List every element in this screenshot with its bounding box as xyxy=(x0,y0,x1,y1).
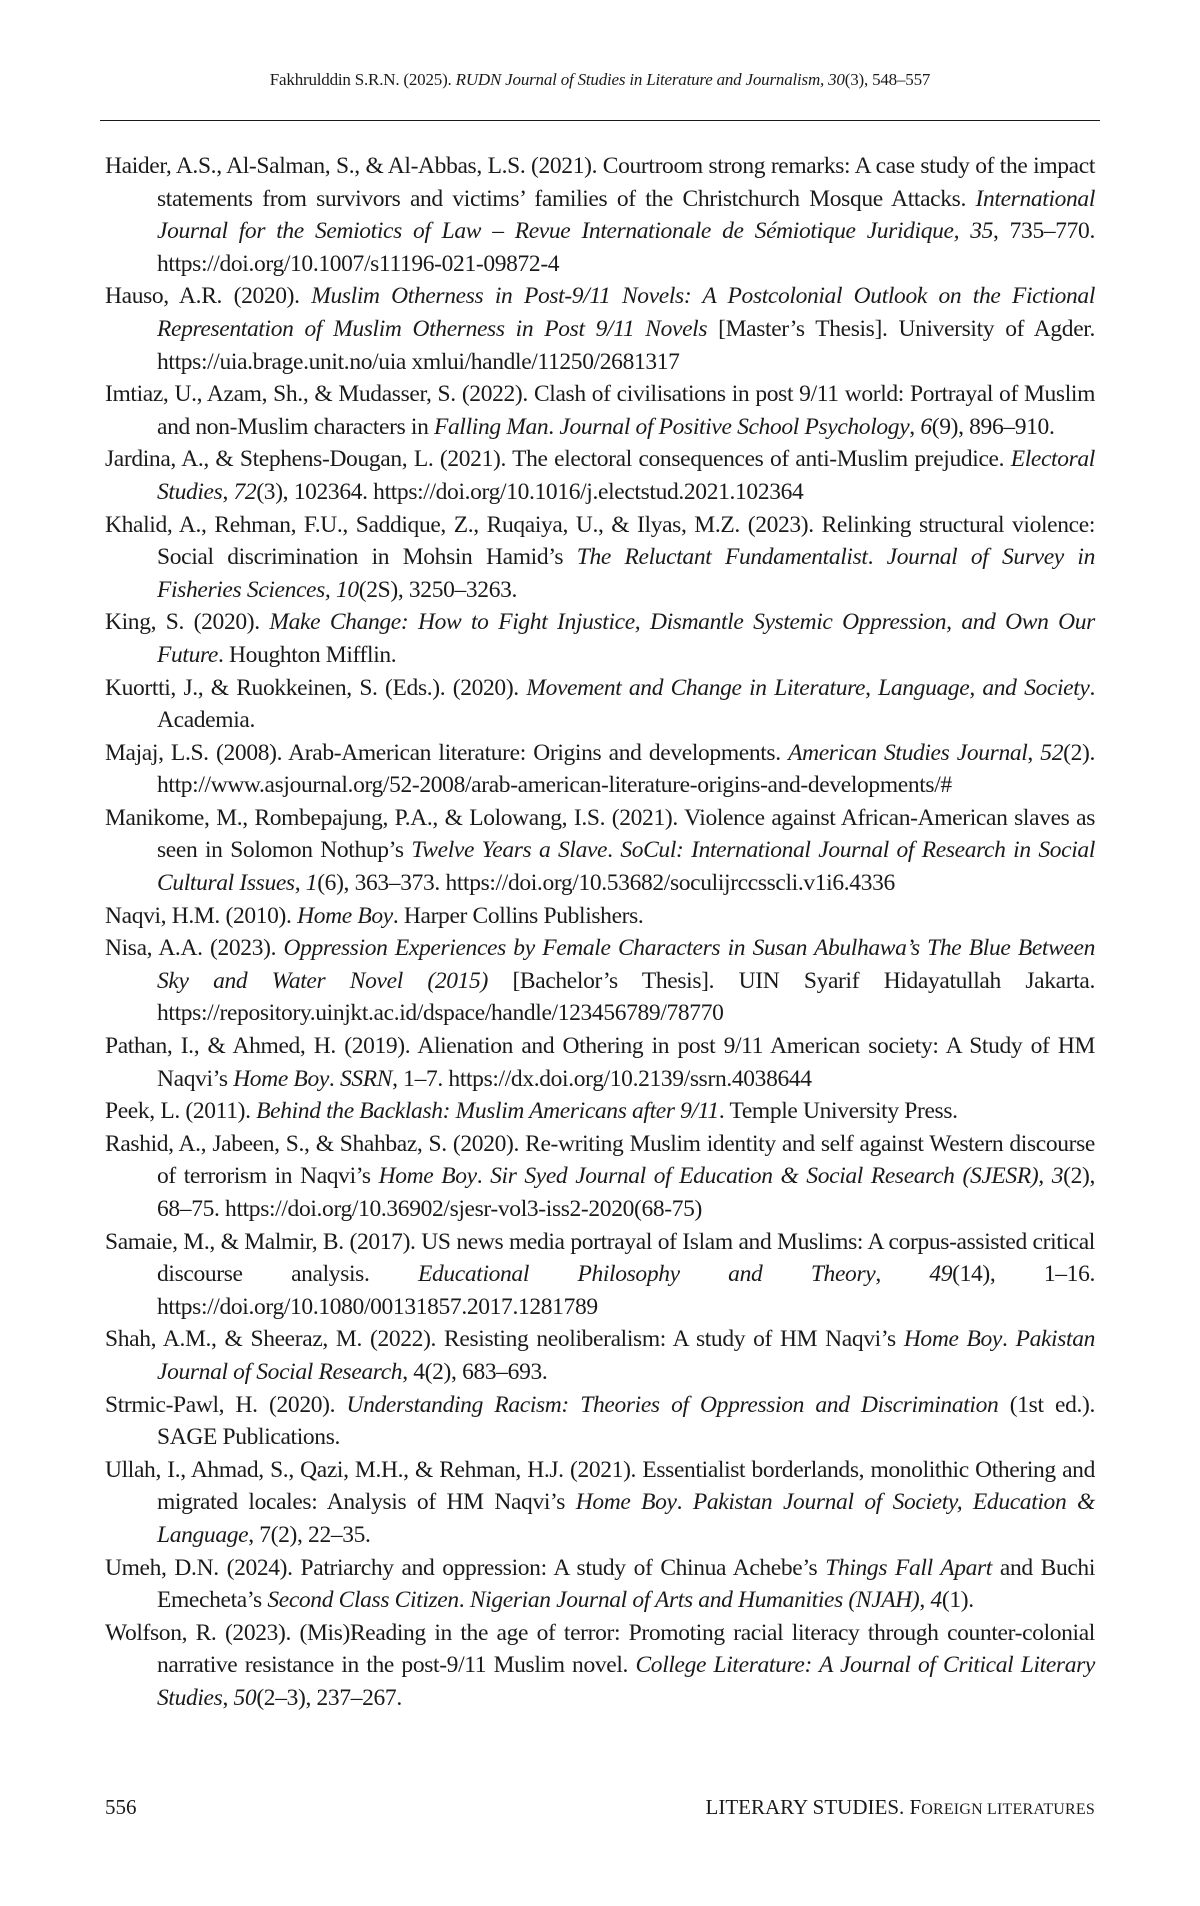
reference-entry xyxy=(105,932,1095,1030)
reference-text-segment: . xyxy=(476,1163,491,1190)
reference-text-segment: , 735–770. https://doi.org/10.1007/s11196-021-09872-4 xyxy=(157,218,1095,277)
reference-entry xyxy=(105,1552,1095,1617)
reference-text-segment: , 7(2), 22–35. xyxy=(248,1521,371,1548)
reference-text-segment: (2), 68–75. https://doi.org/10.36902/sjesr-vol3-iss2-2020(68-75) xyxy=(157,1163,1095,1222)
running-head-journal: RUDN Journal of Studies in Literature and Journalism, 30 xyxy=(455,70,845,89)
reference-text-segment: Pathan, I., & Ahmed, H. (2019). Alienation and Othering in post 9/11 American society: A Study of HM Naqvi’s xyxy=(105,1033,1095,1092)
reference-italic-segment: Pakistan Journal of Society, Education & Language xyxy=(157,1489,1095,1548)
reference-entry xyxy=(105,1389,1095,1454)
reference-text-segment: , xyxy=(222,1684,234,1711)
reference-entry xyxy=(105,509,1095,607)
reference-entry xyxy=(105,900,1095,933)
reference-text-segment: . xyxy=(867,544,887,571)
reference-text-segment: Haider, A.S., Al-Salman, S., & Al-Abbas, L.S. (2021). Courtroom strong remarks: A case study of the impact statements from survivors and victims’ families of the Christchurch Mosque Attacks. xyxy=(105,153,1095,212)
reference-italic-segment: 52 xyxy=(1040,739,1064,766)
reference-text-segment: Manikome, M., Rombepajung, P.A., & Lolowang, I.S. (2021). Violence against African-American slaves as seen in Solomon Nothup’s xyxy=(105,804,1095,864)
reference-text-segment: , xyxy=(1027,739,1041,766)
reference-text-segment: Samaie, M., & Malmir, B. (2017). US news media portrayal of Islam and Muslims: A corpus-assisted critical discourse analysis. xyxy=(105,1228,1095,1288)
reference-italic-segment: Things Fall Apart xyxy=(825,1554,992,1581)
reference-text-segment: . Harper Collins Publishers. xyxy=(392,902,644,929)
reference-list xyxy=(105,150,1095,1715)
reference-text-segment: , xyxy=(919,1587,931,1614)
reference-italic-segment: The Reluctant Fundamentalist xyxy=(576,544,868,571)
reference-text-segment: Naqvi, H.M. (2010). xyxy=(105,902,298,929)
reference-italic-segment: Second Class Citizen xyxy=(267,1587,459,1614)
reference-italic-segment: SSRN xyxy=(339,1065,393,1092)
reference-text-segment: (14), 1–16. https://doi.org/10.1080/00131857.2017.1281789 xyxy=(157,1261,1096,1320)
reference-text-segment: Jardina, A., & Stephens-Dougan, L. (2021). The electoral consequences of anti-Muslim prejudice. xyxy=(105,446,1011,473)
reference-text-segment: . Temple University Press. xyxy=(718,1098,958,1125)
running-head-citation: Fakhrulddin S.R.N. (2025). xyxy=(269,70,456,89)
reference-text-segment: (1st ed.). SAGE Publications. xyxy=(157,1391,1096,1451)
reference-text-segment: (2S), 3250–3263. xyxy=(358,576,518,603)
reference-text-segment: King, S. (2020). xyxy=(105,609,270,636)
reference-italic-segment: Twelve Years a Slave xyxy=(411,837,608,864)
page-number: 556 xyxy=(105,1795,137,1819)
reference-italic-segment: SoCul: International Journal of Research in Social Cultural Issues xyxy=(157,837,1096,897)
reference-italic-segment: American Studies Journal xyxy=(788,739,1028,766)
reference-entry xyxy=(105,606,1095,671)
reference-text-segment: Umeh, D.N. (2024). Patriarchy and oppression: A study of Chinua Achebe’s xyxy=(105,1554,826,1581)
reference-text-segment: Strmic-Pawl, H. (2020). xyxy=(105,1391,347,1418)
reference-entry xyxy=(105,1128,1095,1226)
reference-text-segment: (6), 363–373. https://doi.org/10.53682/soculijrccsscli.v1i6.4336 xyxy=(317,870,895,897)
reference-italic-segment: Journal of Survey in Fisheries Sciences, 10 xyxy=(157,544,1095,603)
reference-text-segment: . Academia. xyxy=(157,674,1095,734)
reference-italic-segment: Make Change: How to Fight Injustice, Dismantle Systemic Oppression, and Own Our Future xyxy=(157,609,1095,668)
reference-text-segment: Shah, A.M., & Sheeraz, M. (2022). Resisting neoliberalism: A study of HM Naqvi’s xyxy=(105,1326,904,1353)
reference-text-segment: , xyxy=(222,478,234,505)
reference-text-segment: , 1–7. https://dx.doi.org/10.2139/ssrn.4038644 xyxy=(392,1065,812,1092)
reference-text-segment: , xyxy=(909,413,921,440)
reference-text-segment: . xyxy=(607,837,621,864)
reference-text-segment: Rashid, A., Jabeen, S., & Shahbaz, S. (2020). Re-writing Muslim identity and self against Western discourse of terrorism in Naqvi’s xyxy=(105,1130,1095,1190)
reference-text-segment: Khalid, A., Rehman, F.U., Saddique, Z., Ruqaiya, U., & Ilyas, M.Z. (2023). Relinking structural violence: Social discrimination in Mohsin Hamid’s xyxy=(105,511,1095,571)
reference-text-segment: . xyxy=(676,1489,693,1516)
reference-entry xyxy=(105,1454,1095,1552)
reference-italic-segment: Understanding Racism: Theories of Oppression and Discrimination xyxy=(346,1391,999,1418)
reference-text-segment: Kuortti, J., & Ruokkeinen, S. (Eds.). (2020). xyxy=(105,674,527,701)
reference-entry xyxy=(105,378,1095,443)
reference-text-segment: (2). http://www.asjournal.org/52-2008/arab-american-literature-origins-and-developments/# xyxy=(157,739,1095,799)
reference-text-segment: [Master’s Thesis]. University of Agder. https://uia.brage.unit.no/uia xmlui/handle/11250/2681317 xyxy=(157,315,1095,375)
reference-italic-segment: College Literature: A Journal of Critical Literary Studies xyxy=(157,1652,1095,1711)
reference-text-segment: (3), 102364. https://doi.org/10.1016/j.electstud.2021.102364 xyxy=(256,478,804,505)
reference-text-segment: Nisa, A.A. (2023). xyxy=(105,935,284,962)
reference-text-segment: [Bachelor’s Thesis]. UIN Syarif Hidayatullah Jakarta. https://repository.uinjkt.ac.id/dspace/handle/123456789/78770 xyxy=(157,967,1096,1027)
reference-text-segment: (1). xyxy=(941,1587,974,1614)
reference-entry xyxy=(105,150,1095,280)
reference-entry xyxy=(105,1323,1095,1388)
reference-entry xyxy=(105,443,1095,508)
reference-text-segment: Hauso, A.R. (2020). xyxy=(105,283,312,310)
section-title-smallcaps: OREIGN LITERATURES xyxy=(921,1801,1095,1818)
reference-text-segment: , xyxy=(294,870,306,897)
reference-italic-segment: Falling Man xyxy=(434,413,549,440)
reference-italic-segment: Educational Philosophy and Theory xyxy=(417,1261,876,1288)
running-head-issue: (3), 548–557 xyxy=(844,70,931,89)
reference-italic-segment: 50 xyxy=(233,1684,257,1711)
reference-italic-segment: Movement and Change in Literature, Language, and Society xyxy=(526,674,1090,701)
reference-italic-segment: Nigerian Journal of Arts and Humanities (NJAH) xyxy=(469,1587,920,1614)
reference-italic-segment: Home Boy xyxy=(233,1065,329,1092)
reference-text-segment: (9), 896–910. xyxy=(931,413,1055,440)
reference-italic-segment: Sir Syed Journal of Education & Social Research (SJESR), 3 xyxy=(490,1163,1064,1190)
reference-italic-segment: 49 xyxy=(929,1261,953,1288)
reference-text-segment: . xyxy=(548,413,560,440)
reference-entry xyxy=(105,802,1095,900)
reference-text-segment: . Houghton Mifflin. xyxy=(218,641,397,668)
reference-text-segment: (2–3), 237–267. xyxy=(256,1684,402,1711)
reference-text-segment: Wolfson, R. (2023). (Mis)Reading in the age of terror: Promoting racial literacy through counter-colonial narrative resistance in the post-9/11 Muslim novel. xyxy=(105,1619,1095,1679)
reference-italic-segment: Home Boy xyxy=(575,1489,677,1516)
reference-text-segment: Majaj, L.S. (2008). Arab-American literature: Origins and developments. xyxy=(105,739,789,766)
reference-entry xyxy=(105,737,1095,802)
reference-text-segment: . xyxy=(1002,1326,1016,1353)
reference-italic-segment: Electoral Studies xyxy=(157,446,1095,505)
reference-text-segment: , 4(2), 683–693. xyxy=(402,1358,548,1385)
reference-italic-segment: Muslim Otherness in Post-9/11 Novels: A Postcolonial Outlook on the Fictional Representation of Muslim Otherness in Post 9/11 Novels xyxy=(157,283,1096,342)
reference-italic-segment: Journal of Positive School Psychology xyxy=(559,413,910,440)
reference-italic-segment: Behind the Backlash: Muslim Americans after 9/11 xyxy=(256,1098,719,1125)
reference-entry xyxy=(105,1617,1095,1715)
reference-italic-segment: Pakistan Journal of Social Research xyxy=(157,1326,1096,1385)
reference-italic-segment: 4 xyxy=(930,1587,942,1614)
reference-italic-segment: 1 xyxy=(305,870,318,897)
reference-entry xyxy=(105,1095,1095,1128)
reference-italic-segment: Home Boy xyxy=(297,902,393,929)
reference-italic-segment: 6 xyxy=(920,413,932,440)
reference-entry xyxy=(105,1226,1095,1324)
reference-italic-segment: Home Boy xyxy=(378,1163,477,1190)
reference-entry xyxy=(105,1030,1095,1095)
reference-text-segment: , xyxy=(875,1261,930,1288)
reference-text-segment: . xyxy=(328,1065,340,1092)
header-rule xyxy=(100,120,1100,121)
reference-text-segment: Peek, L. (2011). xyxy=(105,1098,257,1125)
section-title xyxy=(706,1795,1095,1820)
reference-italic-segment: Oppression Experiences by Female Characters in Susan Abulhawa’s The Blue Between Sky and Water Novel (2015) xyxy=(157,935,1095,994)
reference-entry xyxy=(105,280,1095,378)
reference-italic-segment: 72 xyxy=(233,478,257,505)
reference-italic-segment: Home Boy xyxy=(903,1326,1003,1353)
reference-text-segment: and Buchi Emecheta’s xyxy=(157,1554,1095,1614)
page-footer xyxy=(105,1795,1095,1820)
reference-text-segment: Imtiaz, U., Azam, Sh., & Mudasser, S. (2022). Clash of civilisations in post 9/11 world: Portrayal of Muslim and non-Muslim characters in xyxy=(105,381,1095,440)
reference-text-segment: Ullah, I., Ahmad, S., Qazi, M.H., & Rehman, H.J. (2021). Essentialist borderlands, monolithic Othering and migrated locales: Analysis of HM Naqvi’s xyxy=(105,1456,1095,1516)
running-head xyxy=(0,70,1200,90)
section-title-main: LITERARY STUDIES. F xyxy=(705,1795,922,1819)
reference-italic-segment: International Journal for the Semiotics of Law – Revue Internationale de Sémiotique Juridique, 35 xyxy=(157,185,1095,245)
reference-text-segment: . xyxy=(458,1587,470,1614)
reference-entry xyxy=(105,672,1095,737)
